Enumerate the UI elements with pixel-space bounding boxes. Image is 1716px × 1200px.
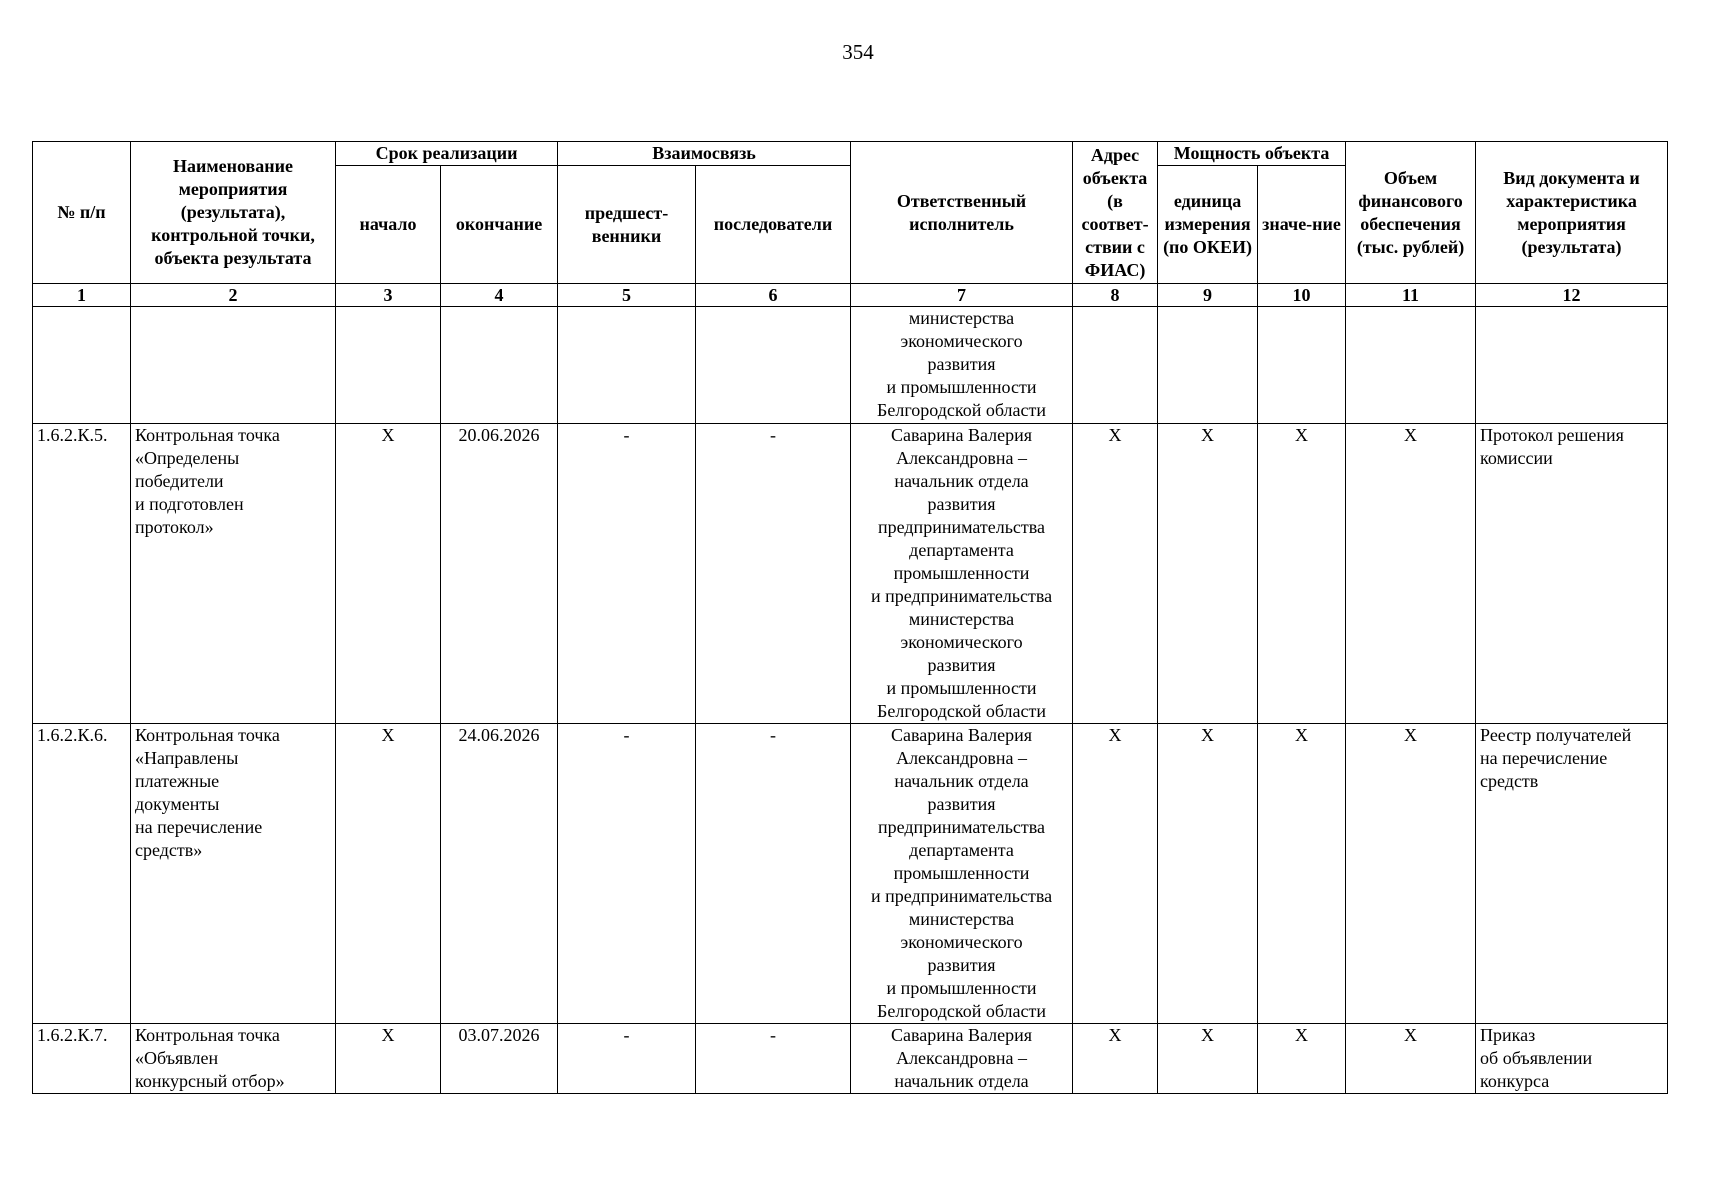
page-number: 354 [842,40,874,64]
table-row [33,724,1668,1024]
column-number: 3 [336,284,441,307]
document-type: Реестр получателей на перечисление средств [1476,724,1668,1024]
header-link: Взаимосвязь [558,142,851,166]
activity-name: Контрольная точка «Определены победители и подготовлен протокол» [131,424,336,724]
column-number: 8 [1073,284,1158,307]
column-number: 2 [131,284,336,307]
header-link-pred: предшест-венники [558,166,696,284]
continuation-row [33,307,1668,424]
column-number: 10 [1258,284,1346,307]
header-cap-unit: единица измерения (по ОКЕИ) [1158,166,1258,284]
capacity-unit: Х [1158,424,1258,724]
column-number: 9 [1158,284,1258,307]
table-row [33,1024,1668,1094]
capacity-value: Х [1258,724,1346,1024]
column-numbers-row [33,284,1668,307]
start-date: Х [336,724,441,1024]
document-type: Приказ об объявлении конкурса [1476,1024,1668,1094]
object-address: Х [1073,724,1158,1024]
predecessors: - [558,1024,696,1094]
header-term-end: окончание [441,166,558,284]
plan-table [32,141,1668,1094]
column-number: 12 [1476,284,1668,307]
responsible-cell: министерства экономического развития и промышленности Белгородской области [851,307,1073,424]
column-number: 11 [1346,284,1476,307]
row-number: 1.6.2.К.7. [33,1024,131,1094]
header-term-start: начало [336,166,441,284]
start-date: Х [336,424,441,724]
predecessors: - [558,424,696,724]
table-row [33,424,1668,724]
end-date: 03.07.2026 [441,1024,558,1094]
successors: - [696,724,851,1024]
responsible-cell: Саварина Валерия Александровна – начальник отдела развития предпринимательства департамента промышленности и предпринимательства министерства экономического развития и промышленности Белгородской области [851,424,1073,724]
header-responsible: Ответственный исполнитель [851,142,1073,284]
predecessors: - [558,724,696,1024]
start-date: Х [336,1024,441,1094]
header-cap-value: значе-ние [1258,166,1346,284]
activity-name: Контрольная точка «Направлены платежные документы на перечисление средств» [131,724,336,1024]
responsible-cell: Саварина Валерия Александровна – начальник отдела развития предпринимательства департамента промышленности и предпринимательства министерства экономического развития и промышленности Белгородской области [851,724,1073,1024]
header-link-succ: последователи [696,166,851,284]
capacity-unit: Х [1158,724,1258,1024]
finance-volume: Х [1346,424,1476,724]
finance-volume: Х [1346,724,1476,1024]
capacity-value: Х [1258,1024,1346,1094]
header-doc: Вид документа и характеристика мероприятия (результата) [1476,142,1668,284]
header-address: Адрес объекта (в соответ-ствии с ФИАС) [1073,142,1158,284]
object-address: Х [1073,424,1158,724]
object-address: Х [1073,1024,1158,1094]
column-number: 6 [696,284,851,307]
header-term: Срок реализации [336,142,558,166]
activity-name: Контрольная точка «Объявлен конкурсный отбор» [131,1024,336,1094]
capacity-value: Х [1258,424,1346,724]
column-number: 5 [558,284,696,307]
column-number: 4 [441,284,558,307]
finance-volume: Х [1346,1024,1476,1094]
row-number: 1.6.2.К.6. [33,724,131,1024]
header-capacity: Мощность объекта [1158,142,1346,166]
header-num: № п/п [33,142,131,284]
column-number: 1 [33,284,131,307]
column-number: 7 [851,284,1073,307]
document-type: Протокол решения комиссии [1476,424,1668,724]
responsible-cell: Саварина Валерия Александровна – начальник отдела [851,1024,1073,1094]
successors: - [696,424,851,724]
row-number: 1.6.2.К.5. [33,424,131,724]
header-finance: Объем финансового обеспечения (тыс. рублей) [1346,142,1476,284]
end-date: 24.06.2026 [441,724,558,1024]
header-name: Наименование мероприятия (результата), контрольной точки, объекта результата [131,142,336,284]
successors: - [696,1024,851,1094]
capacity-unit: Х [1158,1024,1258,1094]
end-date: 20.06.2026 [441,424,558,724]
